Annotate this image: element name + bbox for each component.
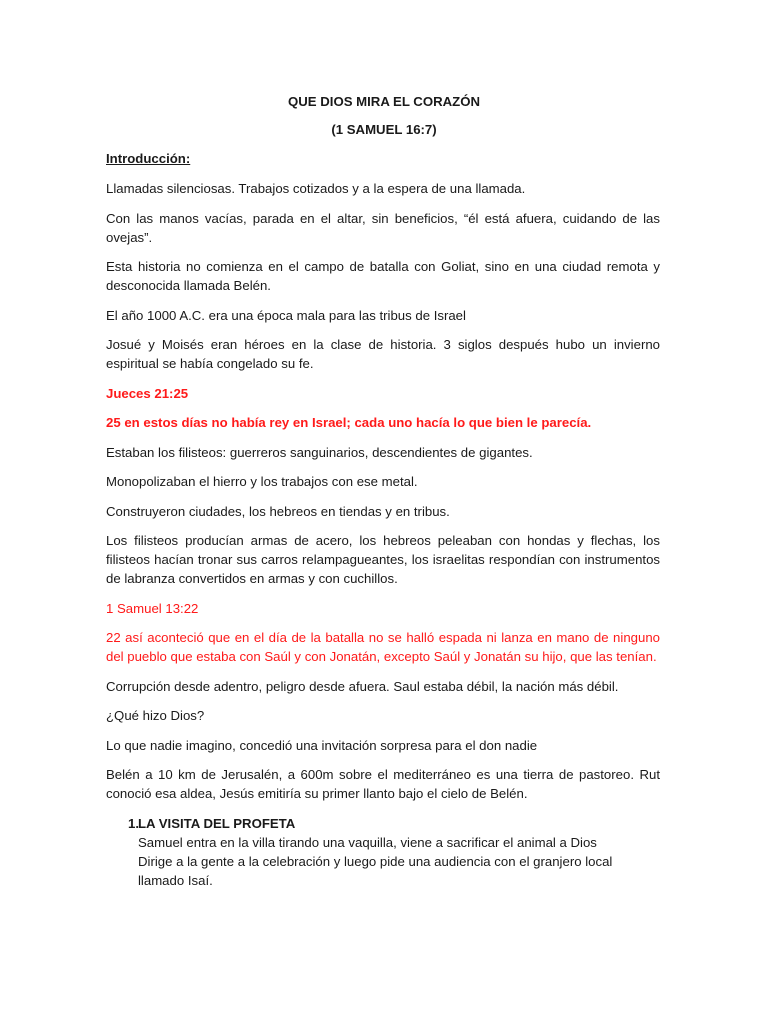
point-line: Samuel entra en la villa tirando una vaquilla, viene a sacrificar el animal a Dios <box>138 834 597 850</box>
paragraph: Llamadas silenciosas. Trabajos cotizados y a la espera de una llamada. <box>106 181 526 196</box>
paragraph: Lo que nadie imagino, concedió una invitación sorpresa para el don nadie <box>106 737 538 753</box>
paragraph: Construyeron ciudades, los hebreos en tiendas y en tribus. <box>106 503 450 519</box>
paragraph-list <box>106 179 660 803</box>
point-line: Dirige a la gente a la celebración y luego pide una audiencia con el granjero local llamado Isaí. <box>138 853 613 888</box>
paragraph: Esta historia no comienza en el campo de batalla con Goliat, sino en una ciudad remota y desconocida llamada Belén. <box>106 259 660 293</box>
scripture-text: Jueces 21:25 <box>106 385 189 401</box>
document-body <box>106 179 660 890</box>
document-subtitle: (1 SAMUEL 16:7) <box>331 122 437 137</box>
paragraph: Monopolizaban el hierro y los trabajos con ese metal. <box>106 474 418 489</box>
document-title: QUE DIOS MIRA EL CORAZÓN <box>288 94 480 109</box>
list-item <box>106 814 660 890</box>
paragraph: Josué y Moisés eran héroes en la clase de historia. 3 siglos después hubo un invierno espiritual se había congelado su fe. <box>106 337 660 371</box>
paragraph: ¿Qué hizo Dios? <box>106 708 205 723</box>
paragraph: Belén a 10 km de Jerusalén, a 600m sobre el mediterráneo es una tierra de pastoreo. Rut conoció esa aldea, Jesús emitiría su primer llanto bajo el cielo de Belén. <box>106 767 660 801</box>
list-number: 1. <box>128 815 139 831</box>
point-title: LA VISITA DEL PROFETA <box>138 815 296 831</box>
scripture-text: 25 en estos días no había rey en Israel; cada uno hacía lo que bien le parecía. <box>106 415 592 430</box>
section-heading: Introducción: <box>106 151 191 166</box>
scripture-text: 22 así aconteció que en el día de la batalla no se halló espada ni lanza en mano de ninguno del pueblo que estaba con Saúl y con Jonatán, excepto Saúl y Jonatán su hijo, que las tenían. <box>106 630 660 664</box>
paragraph: Los filisteos producían armas de acero, los hebreos peleaban con hondas y flechas, los filisteos hacían tronar sus carros relampagueantes, los israelitas respondían con instrumentos de labranza convertidos en armas y con cuchillos. <box>106 533 660 586</box>
paragraph: Con las manos vacías, parada en el altar, sin beneficios, “él está afuera, cuidando de las ovejas”. <box>106 210 660 245</box>
paragraph: Corrupción desde adentro, peligro desde afuera. Saul estaba débil, la nación más débil. <box>106 678 619 694</box>
paragraph: Estaban los filisteos: guerreros sanguinarios, descendientes de gigantes. <box>106 444 533 460</box>
paragraph: El año 1000 A.C. era una época mala para las tribus de Israel <box>106 307 466 323</box>
numbered-points <box>106 814 660 890</box>
scripture-text: 1 Samuel 13:22 <box>106 600 199 616</box>
